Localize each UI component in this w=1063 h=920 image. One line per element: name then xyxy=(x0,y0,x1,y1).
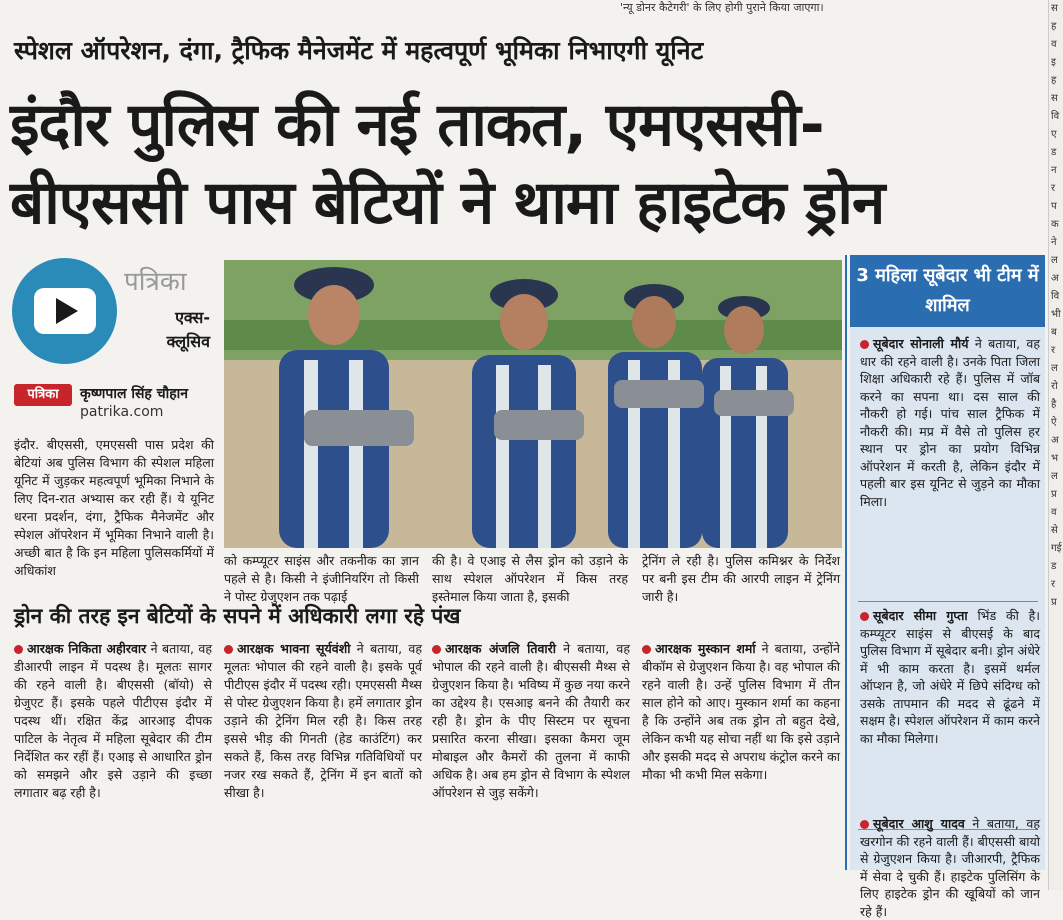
play-frame xyxy=(34,288,96,334)
kicker: स्पेशल ऑपरेशन, दंगा, ट्रैफिक मैनेजमेंट में महत्वपूर्ण भूमिका निभाएगी यूनिट xyxy=(14,36,704,65)
edge-char: भ xyxy=(1051,453,1059,464)
photo-illustration xyxy=(224,260,842,548)
bullet-icon xyxy=(860,612,869,621)
sidebar-title: 3 महिला सूबेदार भी टीम में शामिल xyxy=(850,255,1045,327)
photo-text-col-3: ट्रेनिंग ले रही है। पुलिस कमिश्नर के निर्देश पर बनी इस टीम की आरपी लाइन में ट्रेनिंग जारी है। xyxy=(642,553,840,604)
sidebar-item-3 xyxy=(860,815,1040,920)
photo-text-col-2: की है। वे एआइ से लैस ड्रोन को उड़ाने के साथ स्पेशल ऑपरेशन में किस तरह इस्तेमाल किया जाता है, इसकी xyxy=(432,553,628,604)
bullet-icon xyxy=(642,645,651,654)
edge-char: ने xyxy=(1051,237,1057,248)
sidebar-item-name: सूबेदार आशु यादव xyxy=(873,816,965,831)
edge-char: ड xyxy=(1051,561,1057,572)
profile-name: आरक्षक निकिता अहीरवार xyxy=(27,641,147,656)
edge-char: ल xyxy=(1051,255,1058,266)
profile-name: आरक्षक भावना सूर्यवंशी xyxy=(237,641,351,656)
edge-char: रो xyxy=(1051,381,1058,392)
photo-text-col-1: को कम्प्यूटर साइंस और तकनीक का ज्ञान पहले से है। किसी ने इंजीनियरिंग तो किसी ने पोस्ट ग्रेजुएशन तक पढ़ाई xyxy=(224,553,419,604)
headline-line-2: बीएससी पास बेटियों ने थामा हाइटेक ड्रोन xyxy=(10,168,885,238)
edge-char: भी xyxy=(1051,309,1061,320)
edge-char: ह xyxy=(1051,21,1057,32)
profile-1 xyxy=(14,640,212,802)
profile-name: आरक्षक मुस्कान शर्मा xyxy=(655,641,756,656)
edge-char: र xyxy=(1051,183,1056,194)
edge-char: र xyxy=(1051,579,1056,590)
edge-char: ऐ xyxy=(1051,417,1057,428)
edge-char: है xyxy=(1051,399,1057,410)
edge-char: वि xyxy=(1051,291,1060,302)
edge-char: स xyxy=(1051,3,1058,14)
sidebar-item-text: ने बताया, वह धार की रहने वाली है। उनके पिता जिला शिक्षा अधिकारी रहे हैं। पुलिस में जॉब करने का सपना था। दस साल की नौकरी हो गई। पांच साल ट्रैफिक में नौकरी की। मप्र में वैसे तो पुलिस हर स्थान पर ड्रोन का प्रयोग विभिन्न ऑपरेशन में करती है, लेकिन इंदौर में पहली बार इस यूनिट से जुड़ने का मौका मिला। xyxy=(860,336,1040,509)
edge-char: न xyxy=(1051,165,1057,176)
edge-char: प्र xyxy=(1051,489,1057,500)
video-play-logo-icon xyxy=(12,258,117,364)
edge-char: र xyxy=(1051,345,1056,356)
edge-char: ए xyxy=(1051,129,1057,140)
section-title: ड्रोन की तरह इन बेटियों के सपने में अधिकारी लगा रहे पंख xyxy=(14,604,461,628)
profile-text: ने बताया, वह मूलतः भोपाल की रहने वाली है। इसके पूर्व पीटीएस इंदौर में पदस्थ रही। एमएससी मैथ्स से पोस्ट ग्रेजुएशन किया है। हमें लगातार ड्रोन उड़ाने की ट्रेनिंग मिल रही है। किस तरह इससे भीड़ की गिनती (हेड काउंटिंग) कर सकते हैं, किस तरह विभिन्न गतिविधियों पर नजर रख सकते हैं, ट्रेनिंग में इन बातों को सीखा है। xyxy=(224,641,422,800)
edge-char: ड xyxy=(1051,147,1057,158)
profile-4 xyxy=(642,640,840,784)
edge-char: वि xyxy=(1051,111,1060,122)
edge-char: स xyxy=(1051,93,1058,104)
profile-name: आरक्षक अंजलि तिवारी xyxy=(445,641,556,656)
edge-char: ब xyxy=(1051,327,1057,338)
sidebar-item-name: सूबेदार सोनाली मौर्य xyxy=(873,336,969,351)
sidebar-item-2 xyxy=(860,607,1040,747)
play-icon xyxy=(56,298,78,324)
byline-site: patrika.com xyxy=(80,404,164,420)
edge-char: अ xyxy=(1051,435,1059,446)
sidebar-item-text: भिंड की है। कम्प्यूटर साइंस से बीएसई के बाद पुलिस विभाग में सूबेदार बनी। ड्रोन अंधेरे में भी काम करता है। इसमें थर्मल ऑप्शन है, जो अंधेरे में छिपे संदिग्ध को उसके तापमान की मदद से ढूंढने में सक्षम है। स्पेशल ऑपरेशन में काम करने का मौका मिलेगा। xyxy=(860,608,1040,746)
exclusive-label: एक्स-क्लूसिव xyxy=(166,308,210,351)
bullet-icon xyxy=(860,340,869,349)
bullet-icon xyxy=(432,645,441,654)
profile-text: ने बताया, वह डीआरपी लाइन में पदस्थ है। मूलतः सागर की रहने वाली है। बीएससी (बॉयो) से ग्रेजुएट हैं। इसके पहले पीटीएस इंदौर में पदस्थ थीं। रक्षित केंद्र आरआइ दीपक पाटिल के नेतृत्व में महिला सूबेदार की टीम निर्देशित कर रहीं हैं। एआइ से आधारित ड्रोन को समझने और इसे उड़ाने की इच्छा लगातार बढ़ रही है। xyxy=(14,641,212,800)
edge-char: प्र xyxy=(1051,597,1057,608)
byline-author: कृष्णपाल सिंह चौहान xyxy=(80,386,189,402)
sidebar-divider xyxy=(858,601,1038,602)
sidebar-item-name: सूबेदार सीमा गुप्ता xyxy=(873,608,968,623)
bullet-icon xyxy=(14,645,23,654)
edge-char: प xyxy=(1051,201,1057,212)
bullet-icon xyxy=(224,645,233,654)
edge-char: व xyxy=(1051,39,1057,50)
byline-badge: पत्रिका xyxy=(14,384,72,406)
edge-char: ह xyxy=(1051,75,1057,86)
bullet-icon xyxy=(860,820,869,829)
edge-char: इ xyxy=(1051,57,1056,68)
sidebar-item-1 xyxy=(860,335,1040,510)
headline xyxy=(10,86,1050,242)
top-strip-text: 'न्यू डोनर कैटेगरी' के लिए होगी पुराने किया जाएगा। xyxy=(620,1,824,14)
sidebar-rule xyxy=(845,255,847,870)
sidebar-box xyxy=(850,255,1045,919)
edge-char: गई xyxy=(1051,543,1062,554)
edge-char: अ xyxy=(1051,273,1059,284)
edge-char: ल xyxy=(1051,363,1058,374)
edge-char: से xyxy=(1051,525,1058,536)
headline-line-1: इंदौर पुलिस की नई ताकत, एमएससी- xyxy=(10,90,824,160)
edge-char: व xyxy=(1051,507,1057,518)
adjacent-column-edge xyxy=(1048,0,1063,890)
profile-3 xyxy=(432,640,630,802)
profile-2 xyxy=(224,640,422,802)
brand-name: पत्रिका xyxy=(124,267,187,297)
news-photo xyxy=(224,260,842,548)
profile-text: ने बताया, वह भोपाल की रहने वाली है। बीएससी मैथ्स से ग्रेजुएशन किया है। भविष्य में कुछ नया करने का उद्देश्य है। एसआइ बनने की तैयारी कर रही है। ड्रोन के पीए सिस्टम पर सूचना प्रसारित करना सीखा। इसका कैमरा जूम मोबाइल और कैमरों की तुलना में काफी अधिक है। अब हम ड्रोन से विभाग के स्पेशल ऑपरेशन से जुड़ सकेंगे। xyxy=(432,641,630,800)
edge-char: ल xyxy=(1051,471,1058,482)
lead-paragraph: इंदौर. बीएससी, एमएससी पास प्रदेश की बेटियां अब पुलिस विभाग की स्पेशल महिला यूनिट में जुड़कर महत्वपूर्ण भूमिका निभाने के लिए दिन-रात अभ्यास कर रही हैं। ये यूनिट धरना प्रदर्शन, दंगा, ट्रैफिक मैनेजमेंट और स्पेशल ऑपरेशन में भूमिका निभाने वाली है। अच्छी बात है कि इन महिला पुलिसकर्मियों में अधिकांश xyxy=(14,437,214,578)
edge-char: क xyxy=(1051,219,1059,230)
profile-text: ने बताया, उन्होंने बीकॉम से ग्रेजुएशन किया है। वह भोपाल की रहने वाली है। उन्हें पुलिस विभाग में तीन साल होने को आए। मुस्कान शर्मा का कहना है कि उन्होंने अब तक ड्रोन तो बहुत देखे, लेकिन कभी यह सोचा नहीं था कि इसे उड़ाने और इसकी मदद से अपराध कंट्रोल करने का मौका भी कभी मिल सकेगा। xyxy=(642,641,840,782)
sidebar-item-text: ने बताया, वह खरगोन की रहने वाली हैं। बीएससी बायो से ग्रेजुएशन किया है। जीआरपी, ट्रैफिक में सेवा दे चुकी हैं। हाइटेक पुलिसिंग के लिए हाइटेक ड्रोन की खूबियों को जान रहे हैं। xyxy=(860,816,1040,919)
